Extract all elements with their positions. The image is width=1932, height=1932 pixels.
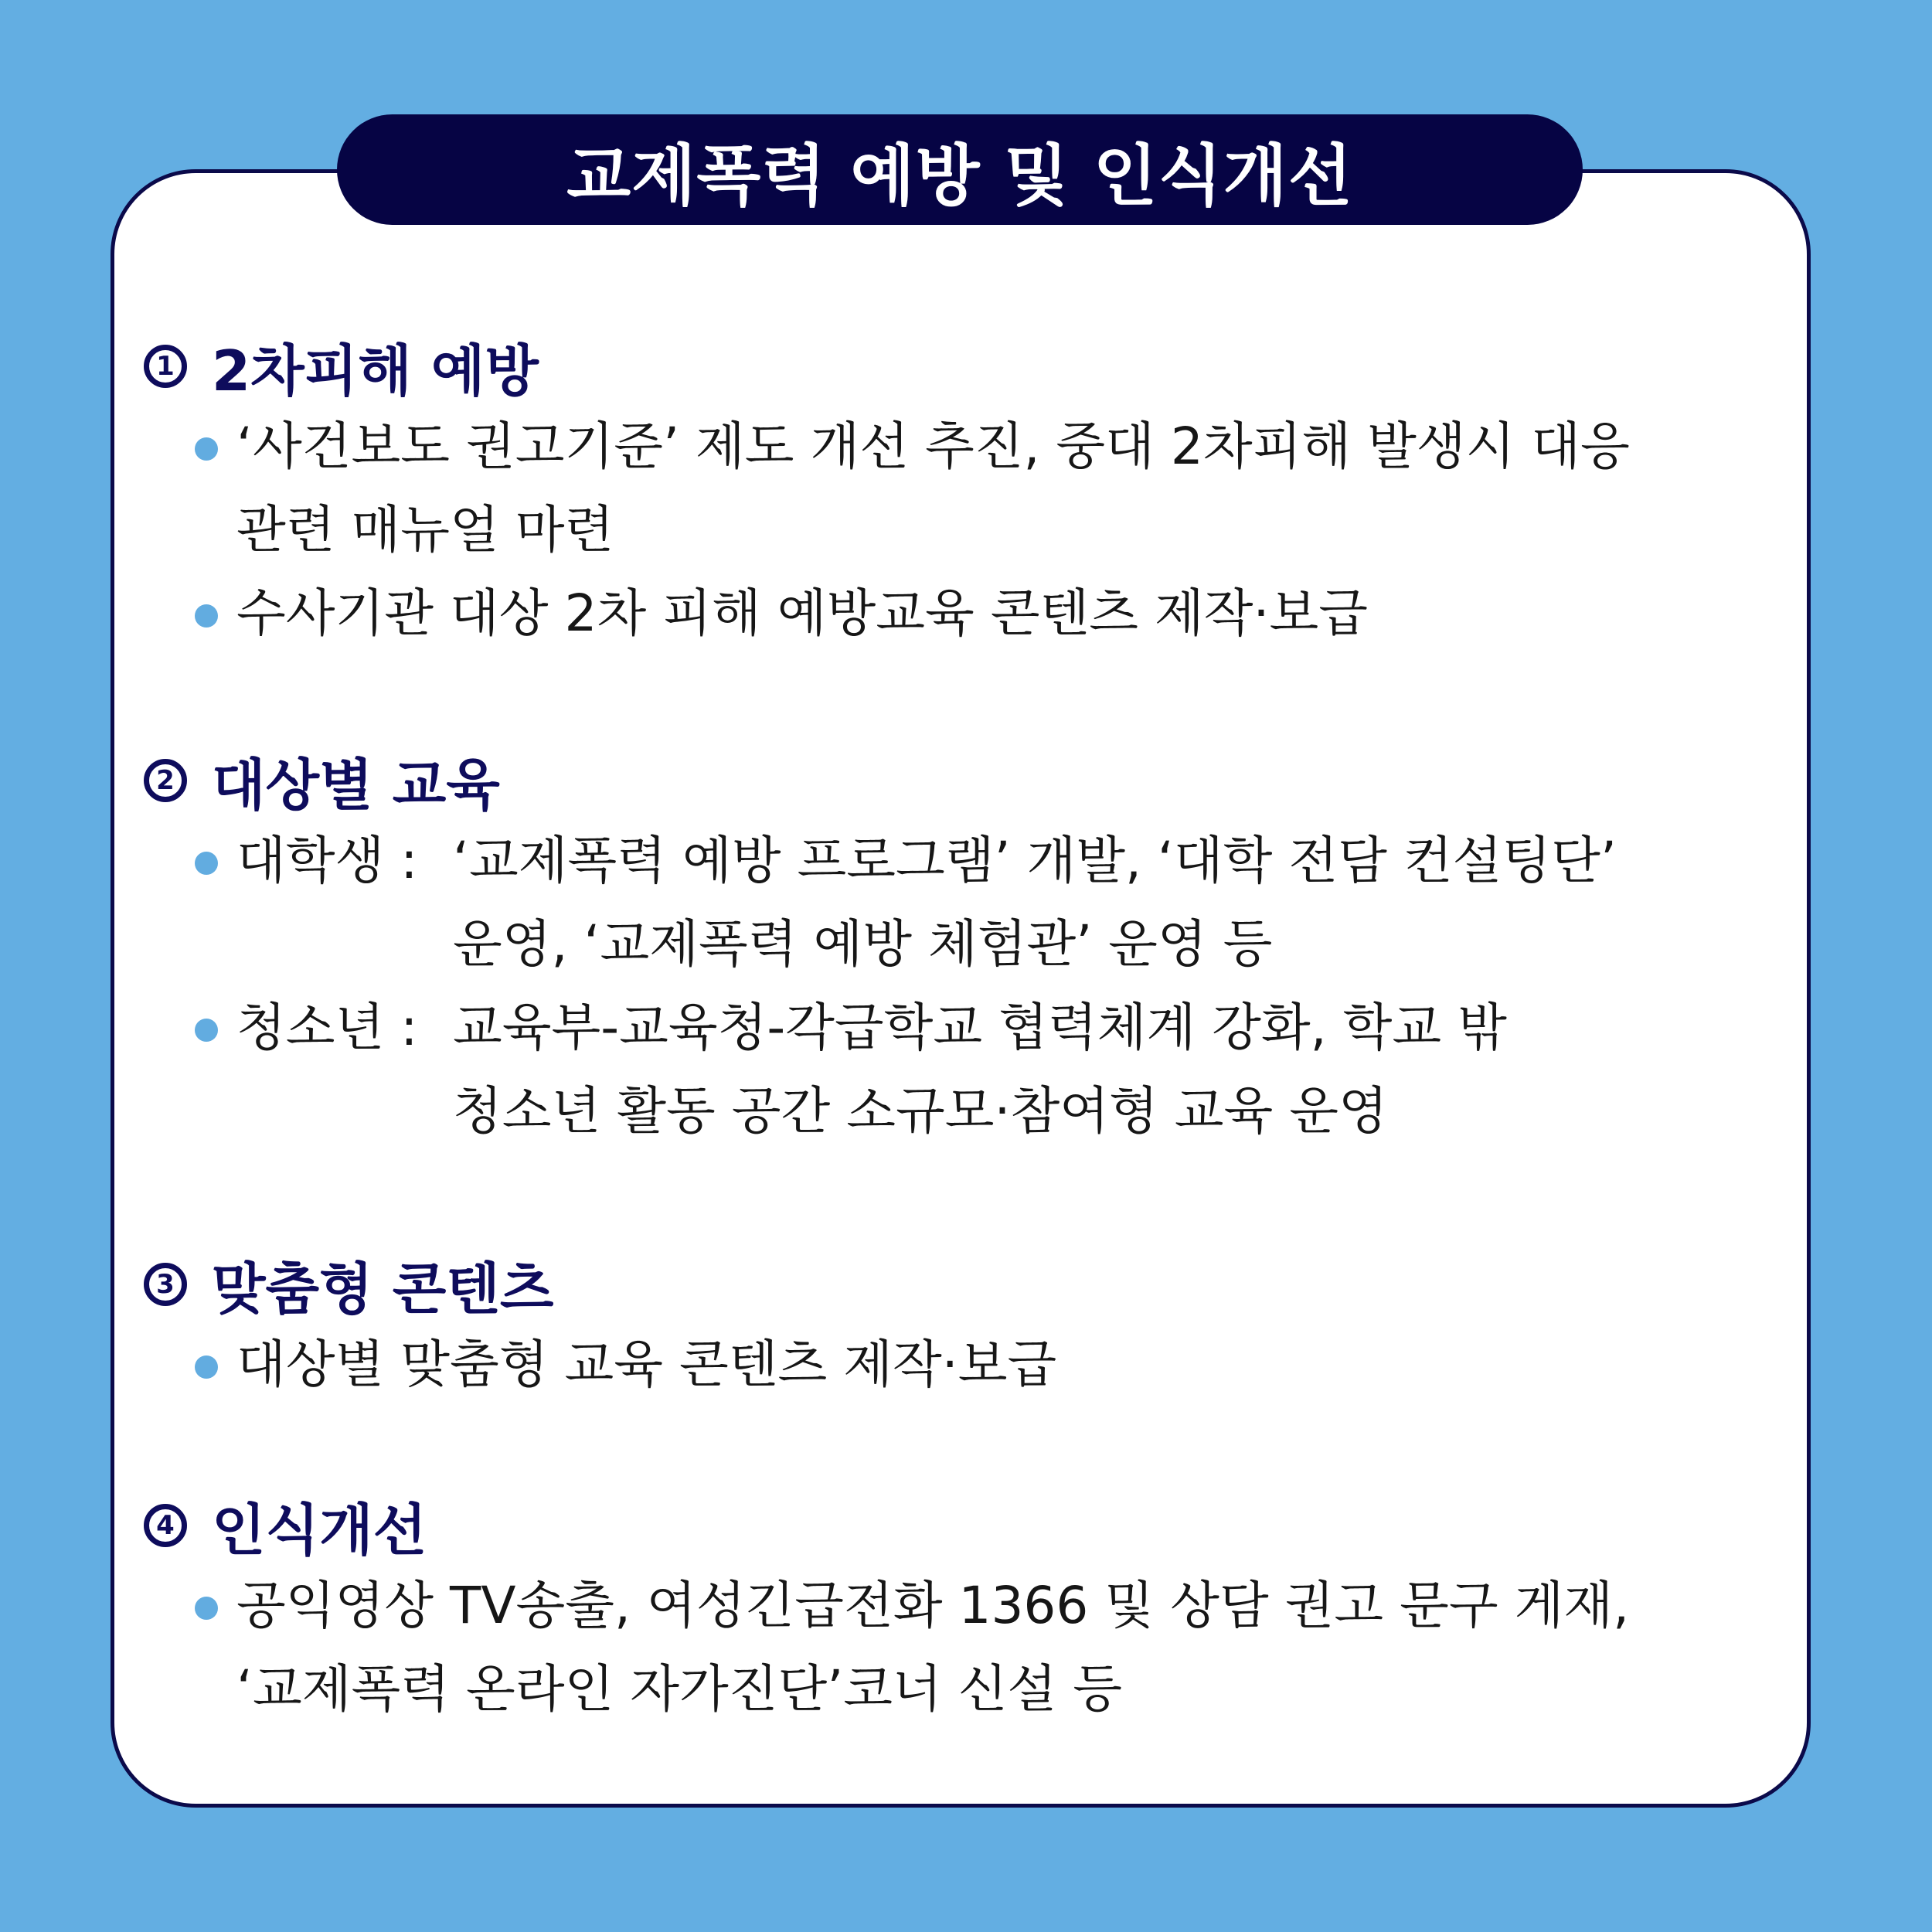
bullet-dot-icon <box>195 852 218 875</box>
section-3 <box>144 1246 1056 1406</box>
section-title: 인식개선 <box>212 1498 427 1563</box>
bullet-dot-icon <box>195 437 218 461</box>
section-1 <box>144 328 1630 655</box>
bullet-text: 교육부-교육청-각급학교 협력체계 강화, 학교 밖 <box>453 998 1507 1057</box>
section-heading <box>144 742 1617 819</box>
bullet-item <box>144 819 1617 986</box>
bullet-text: 수사기관 대상 2차 피해 예방교육 콘텐츠 제작·보급 <box>236 583 1368 643</box>
bullet-text: 대상별 맞춤형 교육 콘텐츠 제작·보급 <box>236 1335 1057 1394</box>
page-title: 교제폭력 예방 및 인식개선 <box>566 137 1353 215</box>
section-heading <box>144 1246 1056 1323</box>
bullet-item <box>144 1564 1629 1731</box>
bullet-label: 대학생 : <box>236 831 418 890</box>
number-badge: 4 <box>144 1504 187 1547</box>
section-heading <box>144 328 1630 405</box>
bullet-item <box>144 572 1630 655</box>
bullet-dot-icon <box>195 1597 218 1620</box>
bullet-label: 청소년 : <box>236 998 418 1057</box>
bullet-text: 운영, ‘교제폭력 예방 체험관’ 운영 등 <box>453 914 1273 974</box>
section-title: 2차피해 예방 <box>212 338 539 403</box>
section-4 <box>144 1487 1629 1731</box>
bullet-item <box>144 986 1617 1153</box>
number-badge: 2 <box>144 759 187 802</box>
bullet-text: ‘사건보도 권고기준’ 제도 개선 추진, 중대 2차피해 발생시 대응 <box>236 417 1630 476</box>
title-banner <box>337 114 1583 225</box>
bullet-item <box>144 405 1630 572</box>
bullet-item <box>144 1323 1056 1406</box>
bullet-dot-icon <box>195 1355 218 1379</box>
bullet-dot-icon <box>195 604 218 628</box>
bullet-dot-icon <box>195 1019 218 1042</box>
bullet-text: ‘교제폭력 온라인 자가진단’코너 신설 등 <box>236 1659 1122 1719</box>
number-badge: 1 <box>144 345 187 388</box>
section-title: 맞춤형 콘텐츠 <box>212 1257 554 1321</box>
bullet-text: ‘교제폭력 예방 프로그램’ 개발, ‘대학 전담 컨설팅단’ <box>453 831 1617 890</box>
bullet-text: 공익영상 TV송출, 여성긴급전화 1366 및 상담 권고 문구 게재, <box>236 1576 1630 1635</box>
section-title: 대상별 교육 <box>212 753 500 818</box>
bullet-text: 관련 매뉴얼 마련 <box>236 500 614 560</box>
section-2 <box>144 742 1617 1153</box>
section-heading <box>144 1487 1629 1564</box>
number-badge: 3 <box>144 1263 187 1306</box>
bullet-text: 청소년 활동 공간 소규모·참여형 교육 운영 <box>453 1081 1388 1141</box>
